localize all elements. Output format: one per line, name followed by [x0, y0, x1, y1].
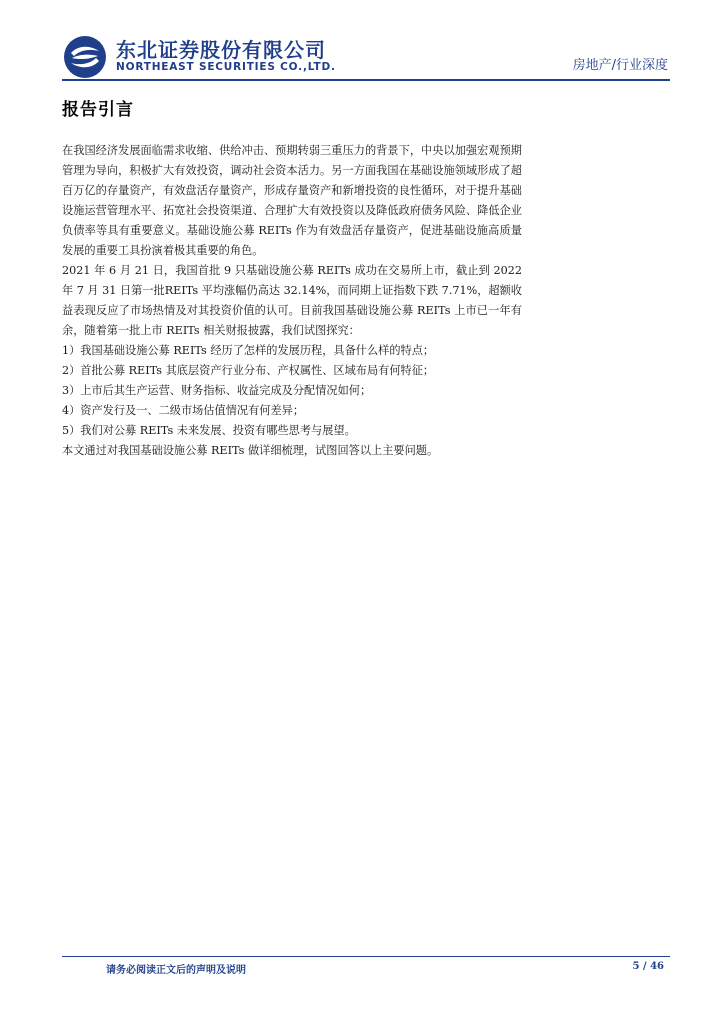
question-item: 2）首批公募 REITs 其底层资产行业分布、产权属性、区域布局有何特征； [62, 364, 435, 377]
section-title: 报告引言 [62, 100, 134, 120]
company-name-cn: 东北证券股份有限公司 [116, 38, 326, 62]
company-name-en: NORTHEAST SECURITIES CO.,LTD. [116, 61, 336, 73]
question-item: 3）上市后其生产运营、财务指标、收益完成及分配情况如何； [62, 384, 372, 397]
page-number: 5 / 46 [632, 961, 664, 972]
page-header [62, 30, 670, 78]
intro-paragraph: 在我国经济发展面临需求收缩、供给冲击、预期转弱三重压力的背景下，中央以加强宏观预期管理为导向，积极扩大有效投资，调动社会资本活力。另一方面我国在基础设施领域形成了超百万亿的存量资产，有效盘活存量资产，形成存量资产和新增投资的良性循环，对于提升基础设施运营管理水平、拓宽社会投资渠道、合理扩大有效投资以及降低政府债务风险、降低企业负债率等具有重要意义。基础设施公募 REITs 作为有效盘活存量资产，促进基础设施高质量发展的重要工具扮演着极其重要的角色。 [62, 144, 522, 257]
question-item: 4）资产发行及一、二级市场估值情况有何差异； [62, 404, 305, 417]
section-tag: 房地产/行业深度 [572, 58, 668, 73]
northeast-securities-logo-icon [62, 34, 108, 80]
context-paragraph: 2021 年 6 月 21 日，我国首批 9 只基础设施公募 REITs 成功在交易所上市，截止到 2022 年 7 月 31 日第一批REITs 平均涨幅仍高达 32.14%，而同期上证指数下跌 7.71%，超额收益表现反应了市场热情及对其投资价值的认可。目前我国基础设施公募 REITs 上市已一年有余，随着第一批上市 REITs 相关财报披露，我们试图探究： [62, 264, 522, 337]
header-divider [62, 79, 670, 81]
footer-divider [62, 956, 670, 957]
question-item: 1）我国基础设施公募 REITs 经历了怎样的发展历程，具备什么样的特点； [62, 344, 435, 357]
question-item: 5）我们对公募 REITs 未来发展、投资有哪些思考与展望。 [62, 424, 356, 437]
disclaimer-note: 请务必阅读正文后的声明及说明 [106, 965, 246, 976]
report-body [62, 141, 522, 461]
closing-paragraph: 本文通过对我国基础设施公募 REITs 做详细梳理，试图回答以上主要问题。 [62, 444, 439, 457]
